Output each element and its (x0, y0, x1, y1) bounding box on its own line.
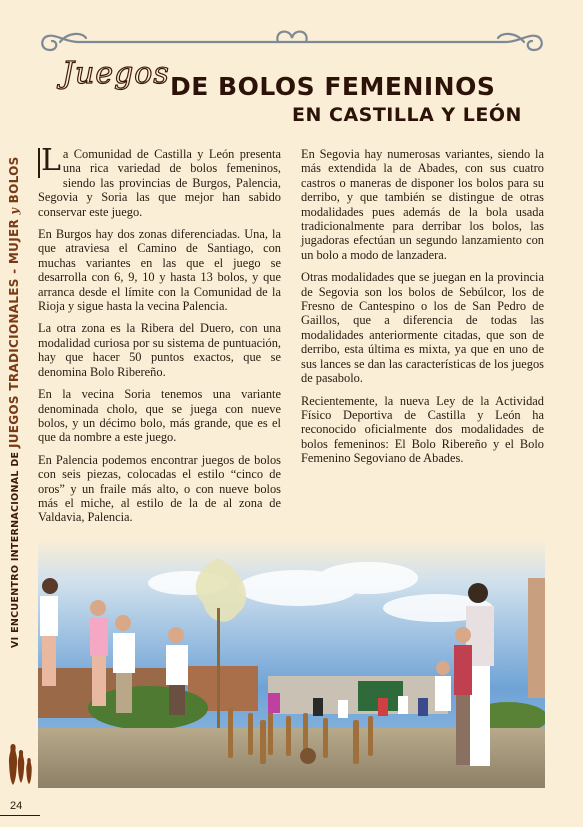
paragraph: Recientemente, la nueva Ley de la Actividad Físico Deportiva de Castilla y León ha reconocido oficialmente dos modalidades de bolos femeninos: El Bolo Ribereño y el Bolo Femenino Segoviano de Abades. (301, 393, 544, 466)
side-label-part5: BOLOS (7, 156, 21, 208)
article-photo (38, 538, 545, 788)
paragraph: En Palencia podemos encontrar juegos de bolos con seis piezas, colocadas el estilo “cinco de oros” y un fraile más alto, o con nueve bolos más el miche, al estilo de la de al zona de Valdavia, Palencia. (38, 452, 281, 525)
paragraph: En Burgos hay dos zonas diferenciadas. Una, la que atraviesa el Camino de Santiago, con muchas variantes en las que el juego se desarrolla con 6, 9, 10 y hasta 13 bolos, y que arranca desde el límite con la Comunidad de la Rioja y sigue hasta la vecina Palencia. (38, 227, 281, 314)
scroll-ornament-icon (38, 26, 546, 56)
bowling-scene-image (38, 538, 545, 788)
article-title (60, 56, 530, 136)
title-script: Juegos (62, 56, 170, 91)
side-label-part4: y (8, 207, 21, 215)
footer-divider (0, 815, 40, 816)
page-number: 24 (10, 800, 23, 812)
paragraph: En la vecina Soria tenemos una variante denominada cholo, que se juega con nueve bolos, y un décimo bolo, más grande, que es el que da nombre a este juego. (38, 387, 281, 445)
side-label-part3: - MUJER (7, 214, 21, 279)
side-event-label (7, 156, 21, 648)
side-label-part1: VI ENCUENTRO INTERNACIONAL DE (10, 451, 21, 648)
paragraph-text: a Comunidad de Castilla y León presenta una rica variedad de bolos femeninos, siendo las provincias de Burgos, Palencia, Segovia y Soria las que mejor han sabido conservar este juego. (38, 147, 281, 219)
side-label-part2: JUEGOS TRADICIONALES (7, 278, 21, 449)
paragraph (38, 143, 281, 219)
paragraph: La otra zona es la Ribera del Duero, con una modalidad curiosa por su sistema de puntuación, hay que hacer 50 puntos exactos, que se denomina Bolo Ribereño. (38, 321, 281, 379)
title-subtitle: EN CASTILLA Y LEÓN (292, 104, 522, 126)
left-column (38, 143, 281, 533)
drop-cap: L (38, 148, 61, 178)
bowling-pins-icon (8, 740, 34, 786)
right-column (301, 147, 544, 474)
title-main: DE BOLOS FEMENINOS (170, 72, 496, 101)
paragraph: En Segovia hay numerosas variantes, siendo la más extendida la de Abades, con sus cuatro castros o maneras de disponer los bolos para su derribo, y que también se distingue de otras modalidades pues además de la bola usada tradicionalmente para derribar los bolos, las jugadoras efectúan un segundo lanzamiento con un bolo a modo de lanzadera. (301, 147, 544, 262)
paragraph: Otras modalidades que se juegan en la provincia de Segovia son los bolos de Sebúlcor, los de Fresno de Cantespino o los de San Pedro de Gaillos, que a diferencia de todas las modalidades anteriormente citadas, que son de derribo, esta última es mixta, ya que en uno de sus lances se dan las características de los juegos de pasabolo. (301, 270, 544, 386)
